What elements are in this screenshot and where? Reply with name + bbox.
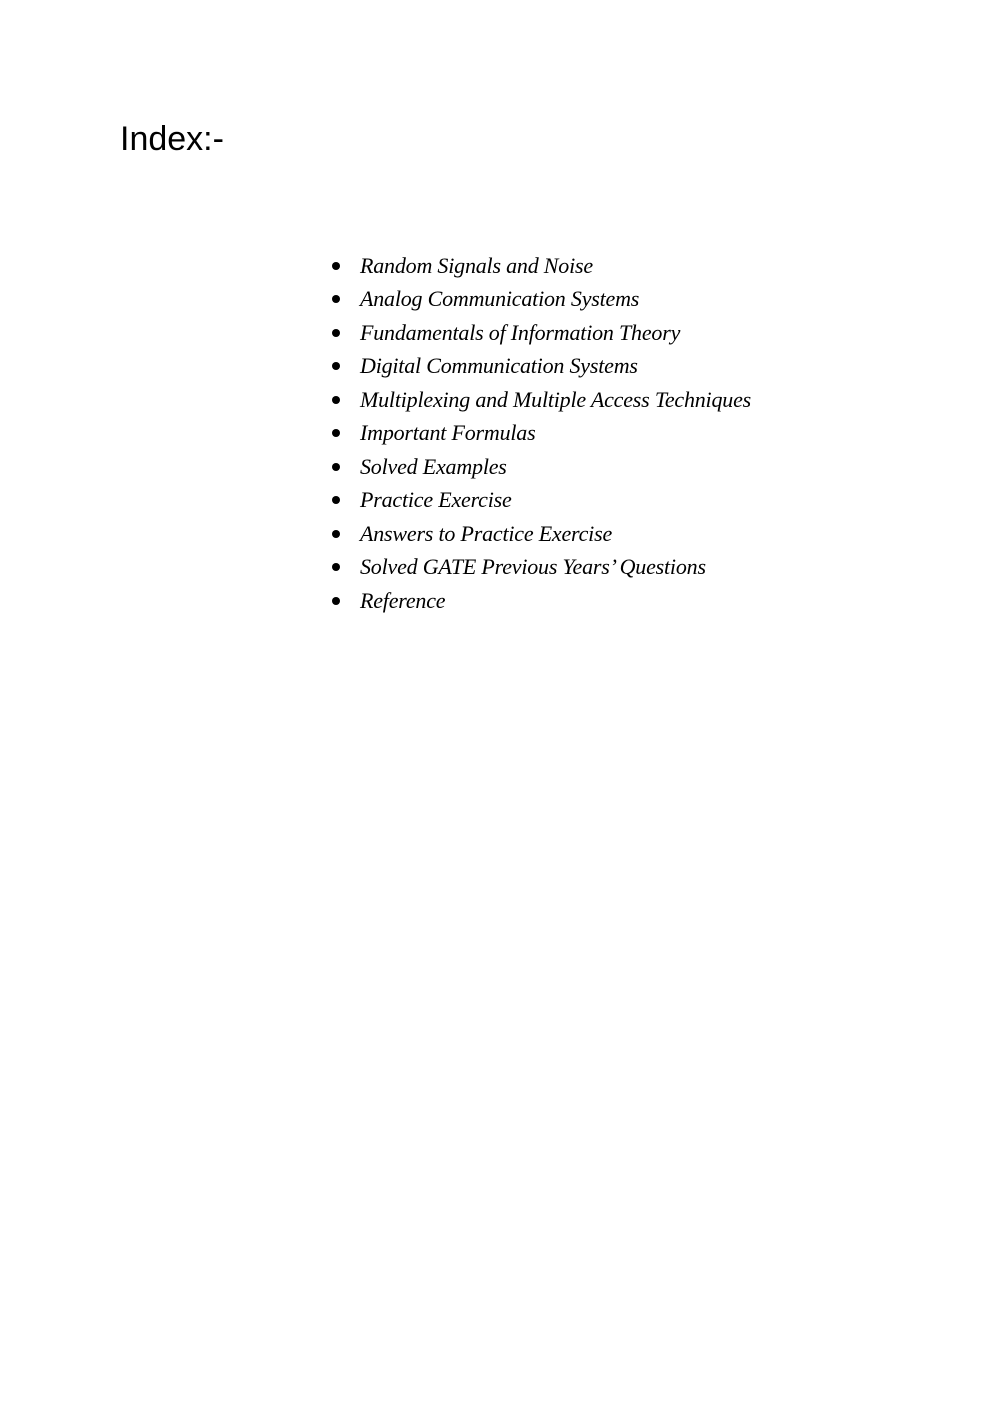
list-item: [330, 249, 751, 283]
list-item: [330, 383, 751, 417]
list-item-label: Solved Examples: [360, 453, 507, 479]
list-item-label: Analog Communication Systems: [360, 286, 640, 312]
bullet-icon: [332, 396, 340, 404]
list-item: [330, 283, 751, 317]
bullet-icon: [332, 329, 340, 337]
list-item: [330, 417, 751, 451]
bullet-icon: [332, 496, 340, 504]
bullet-icon: [332, 295, 340, 303]
index-heading: Index:-: [120, 120, 224, 158]
bullet-icon: [332, 597, 340, 605]
list-item: [330, 316, 751, 350]
bullet-icon: [332, 362, 340, 370]
list-item-label: Reference: [360, 587, 446, 613]
bullet-icon: [332, 262, 340, 270]
list-item: [330, 450, 751, 484]
list-item: [330, 517, 751, 551]
list-item-label: Random Signals and Noise: [360, 252, 593, 278]
list-item-label: Solved GATE Previous Years’ Questions: [360, 554, 706, 580]
bullet-icon: [332, 563, 340, 571]
list-item: [330, 484, 751, 518]
bullet-icon: [332, 530, 340, 538]
bullet-icon: [332, 429, 340, 437]
list-item-label: Fundamentals of Information Theory: [360, 319, 681, 345]
index-list: [330, 249, 751, 618]
list-item-label: Practice Exercise: [360, 487, 512, 513]
list-item-label: Multiplexing and Multiple Access Techniques: [360, 386, 751, 412]
list-item: [330, 551, 751, 585]
list-item: [330, 350, 751, 384]
list-item-label: Answers to Practice Exercise: [360, 520, 613, 546]
list-item: [330, 584, 751, 618]
list-item-label: Important Formulas: [360, 420, 536, 446]
bullet-icon: [332, 463, 340, 471]
list-item-label: Digital Communication Systems: [360, 353, 638, 379]
